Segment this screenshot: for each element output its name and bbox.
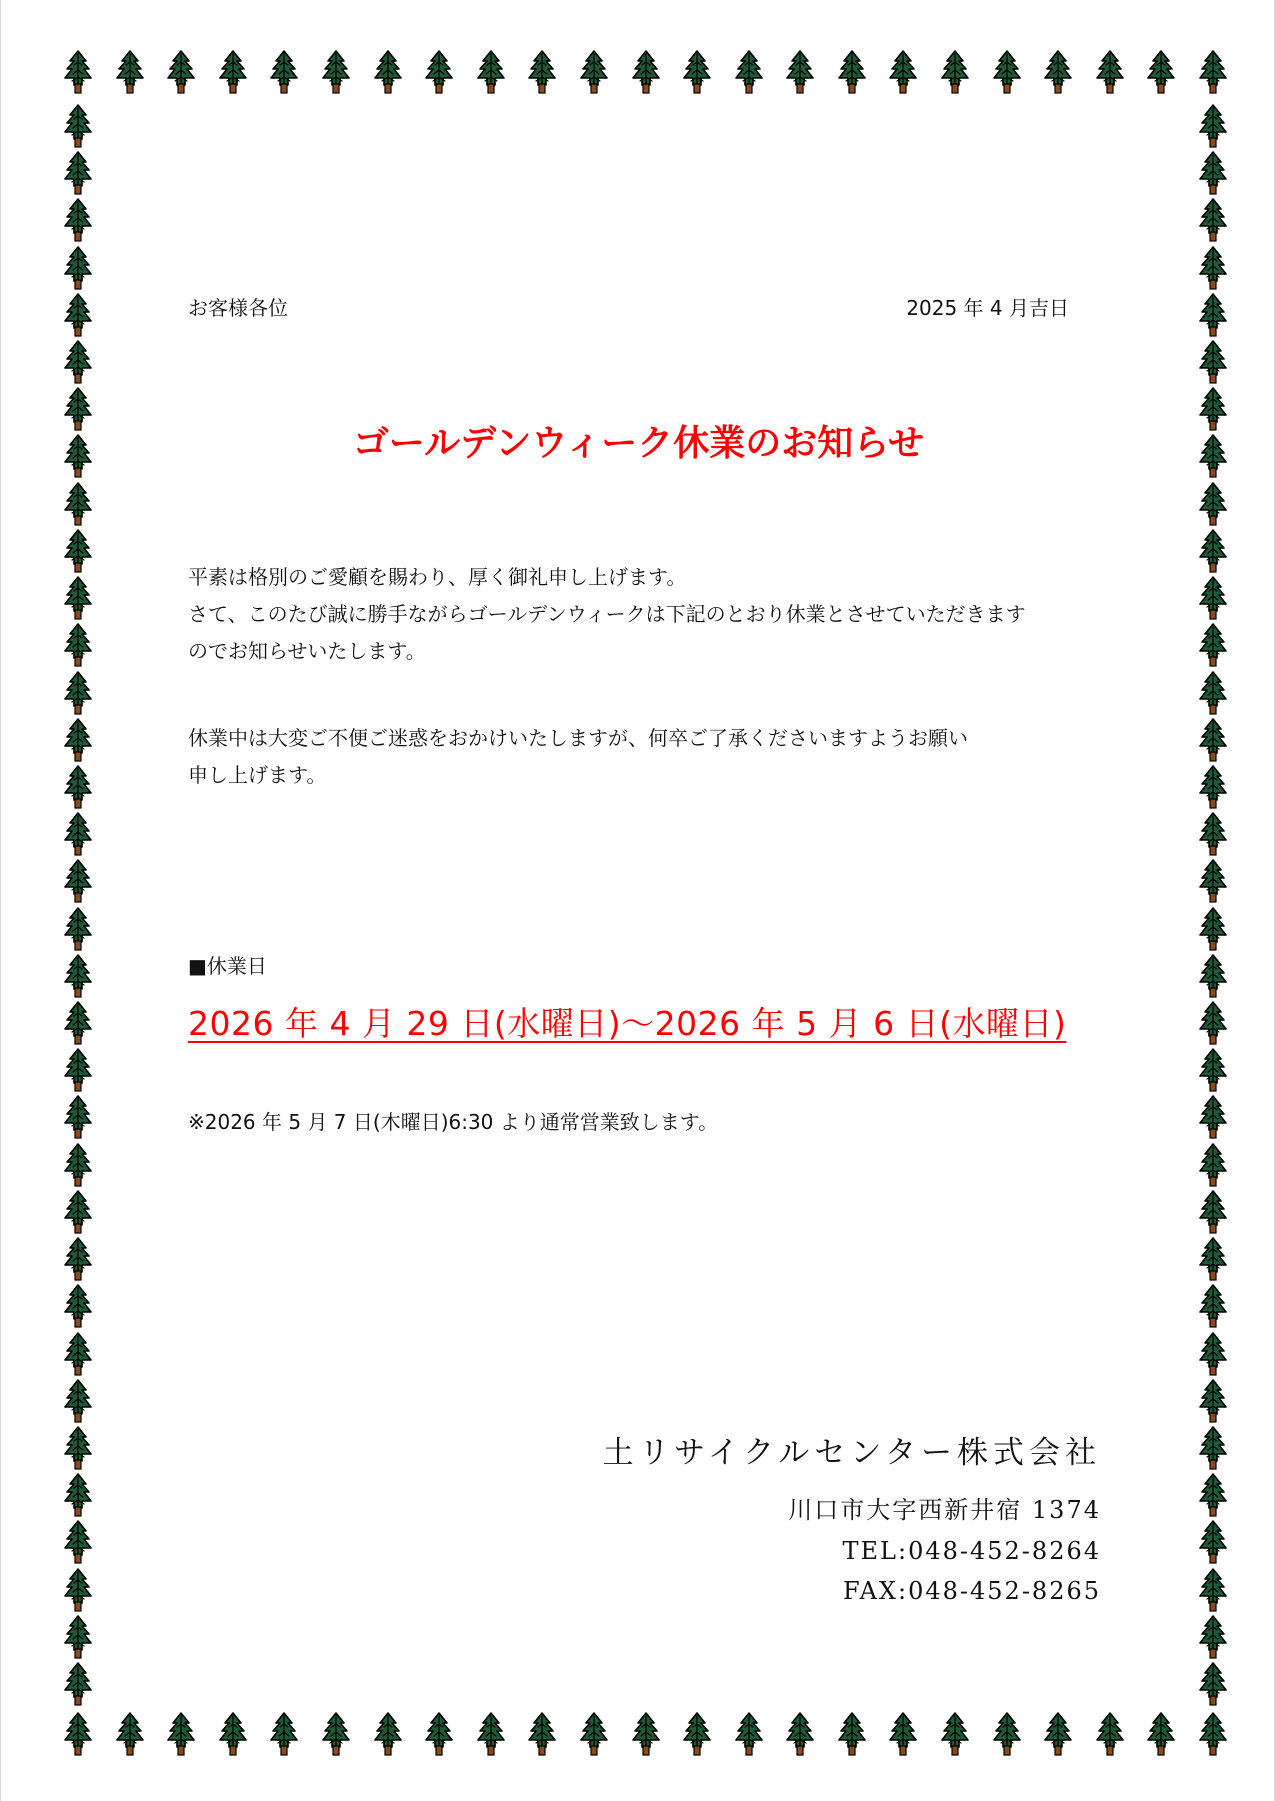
pine-tree-icon [64, 623, 92, 667]
pine-tree-icon [374, 50, 402, 94]
pine-tree-icon [270, 1712, 298, 1756]
pine-tree-icon [64, 1332, 92, 1376]
pine-tree-icon [735, 50, 763, 94]
pine-tree-icon [1199, 340, 1227, 384]
pine-tree-icon [64, 1237, 92, 1281]
pine-tree-icon [64, 1712, 92, 1756]
pine-tree-icon [322, 50, 350, 94]
holiday-range: 2026 年 4 月 29 日(水曜日)～2026 年 5 月 6 日(水曜日) [188, 1004, 1067, 1043]
pine-tree-icon [64, 1095, 92, 1139]
holiday-section-label: ■休業日 [188, 954, 267, 978]
pine-tree-icon [1199, 1143, 1227, 1187]
pine-tree-border [1, 0, 1274, 1801]
pine-tree-icon [1199, 859, 1227, 903]
pine-tree-icon [1199, 482, 1227, 526]
company-tel: TEL:048-452-8264 [842, 1537, 1101, 1565]
pine-tree-icon [786, 1712, 814, 1756]
pine-tree-icon [64, 765, 92, 809]
pine-tree-icon [1199, 1001, 1227, 1045]
pine-tree-icon [1199, 1332, 1227, 1376]
pine-tree-icon [528, 50, 556, 94]
pine-tree-icon [683, 50, 711, 94]
pine-tree-icon [1199, 1048, 1227, 1092]
pine-tree-icon [64, 50, 92, 94]
pine-tree-icon [64, 1190, 92, 1234]
pine-tree-icon [64, 151, 92, 195]
pine-tree-icon [993, 1712, 1021, 1756]
pine-tree-icon [64, 1520, 92, 1564]
pine-tree-icon [64, 1568, 92, 1612]
pine-tree-icon [1199, 718, 1227, 762]
pine-tree-icon [219, 1712, 247, 1756]
pine-tree-icon [1199, 529, 1227, 573]
body-line-3: のでお知らせいたします。 [188, 639, 426, 663]
pine-tree-icon [64, 718, 92, 762]
notice-title: ゴールデンウィーク休業のお知らせ [352, 422, 925, 464]
pine-tree-icon [64, 104, 92, 148]
pine-tree-icon [1199, 1473, 1227, 1517]
pine-tree-icon [64, 198, 92, 242]
pine-tree-icon [1199, 198, 1227, 242]
pine-tree-icon [838, 1712, 866, 1756]
pine-tree-icon [889, 1712, 917, 1756]
pine-tree-icon [270, 50, 298, 94]
pine-tree-icon [1147, 1712, 1175, 1756]
pine-tree-icon [1199, 765, 1227, 809]
pine-tree-icon [64, 859, 92, 903]
pine-tree-icon [889, 50, 917, 94]
pine-tree-icon [580, 1712, 608, 1756]
pine-tree-icon [64, 576, 92, 620]
body-line-1: 平素は格別のご愛顧を賜わり、厚く御礼申し上げます。 [188, 565, 687, 589]
pine-tree-icon [1199, 1712, 1227, 1756]
pine-tree-icon [1096, 1712, 1124, 1756]
pine-tree-icon [1199, 1379, 1227, 1423]
pine-tree-icon [64, 340, 92, 384]
pine-tree-icon [64, 1001, 92, 1045]
pine-tree-icon [1199, 1095, 1227, 1139]
pine-tree-icon [1199, 671, 1227, 715]
pine-tree-icon [64, 1662, 92, 1706]
pine-tree-icon [1199, 293, 1227, 337]
pine-tree-icon [1044, 50, 1072, 94]
pine-tree-icon [1147, 50, 1175, 94]
company-fax: FAX:048-452-8265 [843, 1577, 1101, 1605]
pine-tree-icon [167, 1712, 195, 1756]
pine-tree-icon [1199, 246, 1227, 290]
pine-tree-icon [64, 1284, 92, 1328]
resume-note: ※2026 年 5 月 7 日(木曜日)6:30 より通常営業致します。 [188, 1110, 719, 1134]
pine-tree-icon [64, 812, 92, 856]
pine-tree-icon [64, 1426, 92, 1470]
pine-tree-icon [64, 1473, 92, 1517]
pine-tree-icon [1199, 50, 1227, 94]
pine-tree-icon [64, 293, 92, 337]
pine-tree-icon [1199, 1662, 1227, 1706]
pine-tree-icon [64, 1048, 92, 1092]
pine-tree-icon [64, 1379, 92, 1423]
pine-tree-icon [64, 1615, 92, 1659]
pine-tree-icon [1199, 151, 1227, 195]
pine-tree-icon [425, 1712, 453, 1756]
pine-tree-icon [64, 954, 92, 998]
body-line-2: さて、このたび誠に勝手ながらゴールデンウィークは下記のとおり休業とさせていただきます [188, 602, 1026, 626]
pine-tree-icon [1199, 1426, 1227, 1470]
pine-tree-icon [838, 50, 866, 94]
pine-tree-icon [64, 1143, 92, 1187]
pine-tree-icon [1199, 1284, 1227, 1328]
pine-tree-icon [116, 50, 144, 94]
pine-tree-icon [64, 671, 92, 715]
pine-tree-icon [477, 50, 505, 94]
pine-tree-icon [1199, 1190, 1227, 1234]
pine-tree-icon [374, 1712, 402, 1756]
pine-tree-icon [1199, 623, 1227, 667]
pine-tree-icon [64, 907, 92, 951]
pine-tree-icon [1199, 812, 1227, 856]
pine-tree-icon [632, 50, 660, 94]
body-line-4: 休業中は大変ご不便ご迷惑をおかけいたしますが、何卒ご了承くださいますようお願い [188, 726, 968, 750]
pine-tree-icon [116, 1712, 144, 1756]
pine-tree-icon [1096, 50, 1124, 94]
recipient: お客様各位 [188, 296, 288, 320]
company-address: 川口市大字西新井宿 1374 [788, 1496, 1101, 1524]
pine-tree-icon [425, 50, 453, 94]
pine-tree-icon [477, 1712, 505, 1756]
pine-tree-icon [1199, 104, 1227, 148]
pine-tree-icon [1199, 907, 1227, 951]
pine-tree-icon [1199, 1520, 1227, 1564]
pine-tree-icon [993, 50, 1021, 94]
pine-tree-icon [1199, 1615, 1227, 1659]
company-name: 土リサイクルセンター株式会社 [602, 1435, 1101, 1471]
pine-tree-icon [632, 1712, 660, 1756]
pine-tree-icon [1199, 576, 1227, 620]
pine-tree-icon [219, 50, 247, 94]
pine-tree-icon [1044, 1712, 1072, 1756]
pine-tree-icon [64, 529, 92, 573]
pine-tree-icon [786, 50, 814, 94]
pine-tree-icon [683, 1712, 711, 1756]
pine-tree-icon [528, 1712, 556, 1756]
date: 2025 年 4 月吉日 [906, 296, 1069, 320]
pine-tree-icon [64, 246, 92, 290]
pine-tree-icon [322, 1712, 350, 1756]
pine-tree-icon [941, 50, 969, 94]
body-line-5: 申し上げます。 [188, 763, 327, 787]
pine-tree-icon [167, 50, 195, 94]
pine-tree-icon [580, 50, 608, 94]
pine-tree-icon [941, 1712, 969, 1756]
pine-tree-icon [1199, 1237, 1227, 1281]
pine-tree-icon [735, 1712, 763, 1756]
pine-tree-icon [1199, 954, 1227, 998]
pine-tree-icon [1199, 1568, 1227, 1612]
pine-tree-icon [64, 482, 92, 526]
